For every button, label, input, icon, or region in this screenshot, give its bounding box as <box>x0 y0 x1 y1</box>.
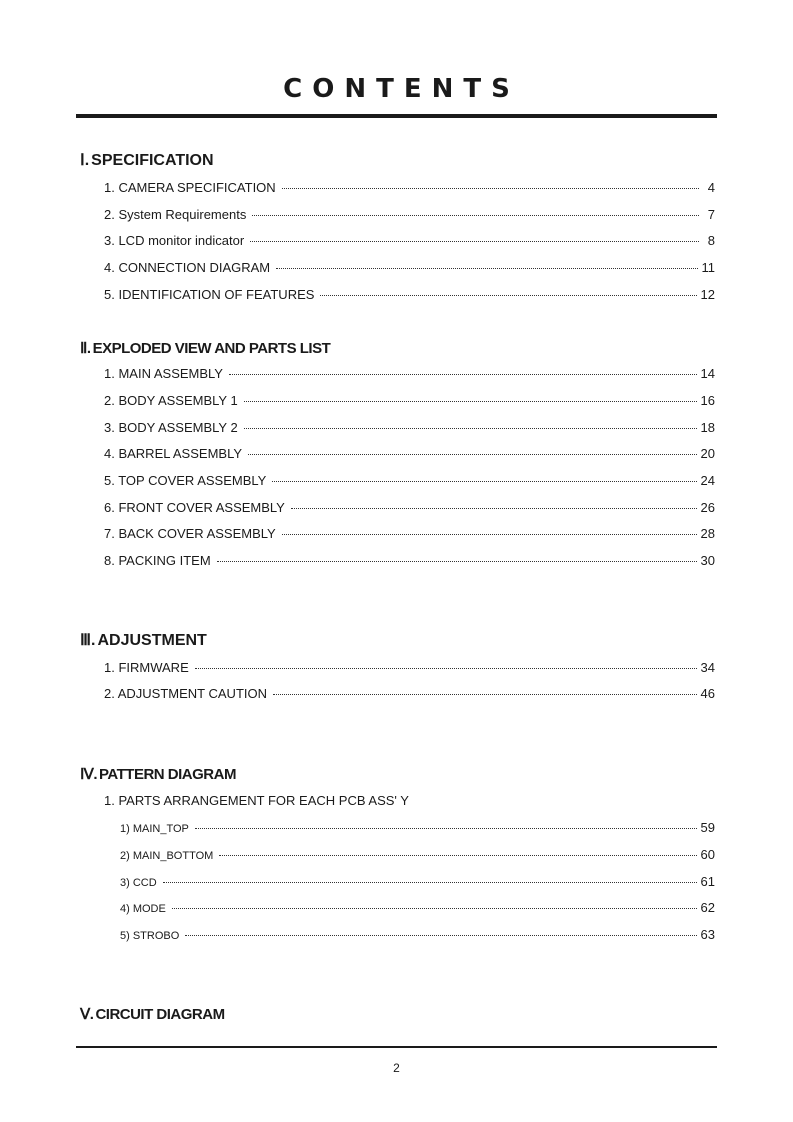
toc-entry-label: 7. BACK COVER ASSEMBLY <box>104 526 276 541</box>
toc-entry[interactable] <box>104 180 715 198</box>
toc-entry-label: 4. BARREL ASSEMBLY <box>104 446 243 461</box>
toc-entry-label: 8. PACKING ITEM <box>104 553 211 568</box>
toc-entry-label: 2. ADJUSTMENT CAUTION <box>104 686 268 701</box>
section-title: SPECIFICATION <box>91 152 214 169</box>
dot-leader <box>248 454 697 455</box>
toc-entry-label: 2. BODY ASSEMBLY 1 <box>104 393 238 408</box>
toc-entry-label: 2. System Requirements <box>104 207 247 222</box>
section-heading-circuit-diagram <box>80 1005 225 1023</box>
toc-entry[interactable] <box>104 420 715 438</box>
toc-entry[interactable] <box>104 393 715 411</box>
toc-entry-label: 3. BODY ASSEMBLY 2 <box>104 420 238 435</box>
section-heading-exploded-view <box>80 339 330 357</box>
toc-entry-label: 2) MAIN_BOTTOM <box>120 850 214 862</box>
dot-leader <box>219 855 696 856</box>
dot-leader <box>320 295 696 296</box>
toc-entry[interactable] <box>120 847 715 865</box>
section-numeral: Ⅰ. <box>80 152 90 169</box>
toc-entry[interactable] <box>104 526 715 544</box>
toc-entry[interactable] <box>104 287 715 305</box>
dot-leader <box>217 561 697 562</box>
header-rule <box>76 114 717 118</box>
section-title: ADJUSTMENT <box>97 632 207 649</box>
toc-entry-page: 60 <box>700 847 715 862</box>
toc-entry-page: 11 <box>701 260 715 275</box>
dot-leader <box>252 215 699 216</box>
toc-entry-label: 1. FIRMWARE <box>104 660 189 675</box>
toc-entry-page: 7 <box>707 207 715 222</box>
section-numeral: Ⅲ. <box>80 632 96 649</box>
dot-leader <box>273 694 697 695</box>
toc-entry-label: 1. MAIN ASSEMBLY <box>104 366 223 381</box>
toc-entry[interactable] <box>104 660 715 678</box>
toc-group-label <box>104 793 715 811</box>
toc-group-label-text: 1. PARTS ARRANGEMENT FOR EACH PCB ASS' Y <box>104 793 409 808</box>
dot-leader <box>276 268 697 269</box>
toc-entry[interactable] <box>104 446 715 464</box>
toc-entry[interactable] <box>104 686 715 704</box>
toc-entry-page: 4 <box>707 180 715 195</box>
toc-entry-label: 3) CCD <box>120 877 157 889</box>
toc-entry-page: 59 <box>700 820 715 835</box>
toc-entry-page: 63 <box>700 927 715 942</box>
toc-entry[interactable] <box>104 500 715 518</box>
dot-leader <box>172 908 697 909</box>
toc-entry-label: 5) STROBO <box>120 930 180 942</box>
toc-entry-page: 14 <box>700 366 715 381</box>
toc-entry-page: 26 <box>700 500 715 515</box>
toc-entry-page: 24 <box>700 473 715 488</box>
toc-entry-page: 61 <box>700 874 715 889</box>
page-number: 2 <box>393 1061 400 1075</box>
toc-entry-label: 3. LCD monitor indicator <box>104 233 245 248</box>
toc-entry[interactable] <box>120 820 715 838</box>
toc-entry-page: 30 <box>700 553 715 568</box>
section-numeral: Ⅱ. <box>80 340 91 357</box>
toc-entry[interactable] <box>104 260 715 278</box>
toc-entry[interactable] <box>104 366 715 384</box>
dot-leader <box>229 374 697 375</box>
dot-leader <box>282 188 699 189</box>
section-heading-adjustment <box>80 630 207 650</box>
dot-leader <box>185 935 696 936</box>
toc-entry-label: 6. FRONT COVER ASSEMBLY <box>104 500 285 515</box>
section-numeral: Ⅴ. <box>80 1006 94 1023</box>
dot-leader <box>250 241 699 242</box>
toc-entry[interactable] <box>120 900 715 918</box>
dot-leader <box>272 481 696 482</box>
dot-leader <box>282 534 697 535</box>
toc-entry-label: 4) MODE <box>120 903 166 915</box>
toc-entry[interactable] <box>104 207 715 225</box>
toc-entry-page: 62 <box>700 900 715 915</box>
toc-entry-page: 8 <box>707 233 715 248</box>
section-heading-specification <box>80 150 214 170</box>
toc-entry[interactable] <box>104 553 715 571</box>
toc-entry-label: 5. IDENTIFICATION OF FEATURES <box>104 287 315 302</box>
toc-entry-page: 18 <box>700 420 715 435</box>
dot-leader <box>163 882 697 883</box>
toc-entry[interactable] <box>120 927 715 945</box>
toc-entry-page: 46 <box>700 686 715 701</box>
toc-entry-page: 28 <box>700 526 715 541</box>
toc-entry-label: 4. CONNECTION DIAGRAM <box>104 260 271 275</box>
toc-entry-page: 20 <box>700 446 715 461</box>
dot-leader <box>244 401 697 402</box>
toc-entry-label: 5. TOP COVER ASSEMBLY <box>104 473 267 488</box>
dot-leader <box>195 668 697 669</box>
footer-rule <box>76 1046 717 1048</box>
toc-entry-page: 34 <box>700 660 715 675</box>
dot-leader <box>195 828 697 829</box>
dot-leader <box>244 428 697 429</box>
toc-entry-page: 12 <box>700 287 715 302</box>
section-numeral: Ⅳ. <box>80 766 98 783</box>
dot-leader <box>291 508 697 509</box>
toc-entry[interactable] <box>104 233 715 251</box>
section-title: EXPLODED VIEW AND PARTS LIST <box>92 340 331 357</box>
toc-entry-label: 1) MAIN_TOP <box>120 823 189 835</box>
page-title: CONTENTS <box>283 74 520 104</box>
toc-entry[interactable] <box>120 874 715 892</box>
toc-entry-label: 1. CAMERA SPECIFICATION <box>104 180 276 195</box>
toc-entry[interactable] <box>104 473 715 491</box>
section-heading-pattern-diagram <box>80 765 236 783</box>
toc-entry-page: 16 <box>700 393 715 408</box>
section-title: PATTERN DIAGRAM <box>99 766 236 783</box>
section-title: CIRCUIT DIAGRAM <box>95 1006 225 1023</box>
